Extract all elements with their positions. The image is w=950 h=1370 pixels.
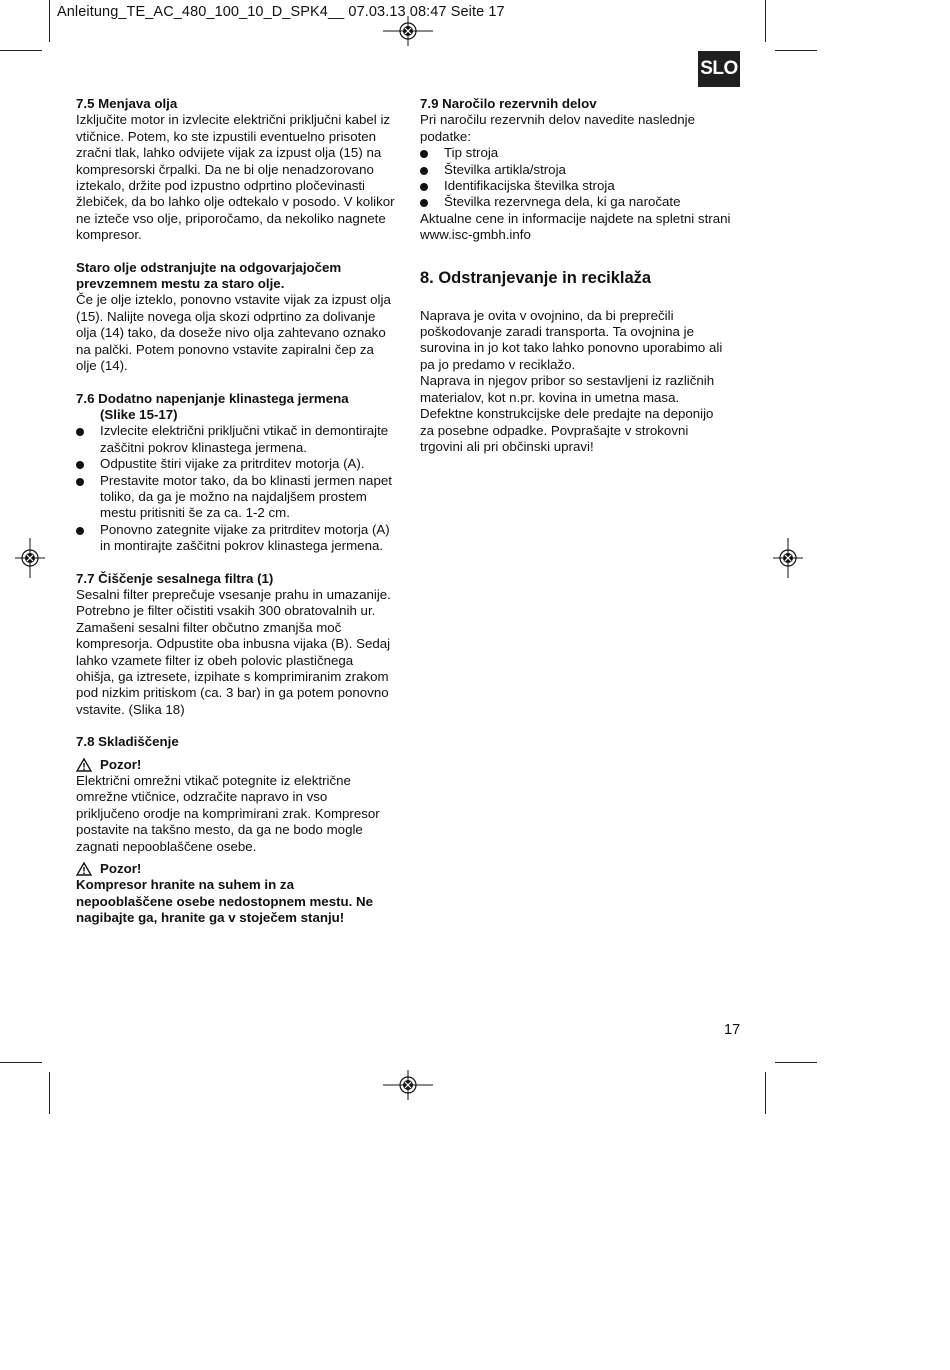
bold-note-storage xyxy=(76,877,406,926)
registration-mark-top xyxy=(383,16,433,46)
text-line: omrežne vtičnice, odzračite napravo in vso xyxy=(76,789,328,805)
crop-mark-bottom-right-h xyxy=(775,1062,817,1063)
language-badge: SLO xyxy=(698,51,740,87)
section-title-7-7: 7.7 Čiščenje sesalnega filtra (1) xyxy=(76,570,274,586)
text-line: postavite na takšno mesto, da ga ne bodo mogle xyxy=(76,822,363,838)
list-item xyxy=(76,522,406,555)
warning-label xyxy=(76,861,406,877)
text-line: 7.6 Dodatno napenjanje klinastega jermena xyxy=(76,390,349,406)
text-line: Prestavite motor tako, da bo klinasti jermen napet xyxy=(100,472,392,488)
warning-text: Pozor! xyxy=(100,861,142,877)
bold-note-old-oil xyxy=(76,260,406,293)
right-column xyxy=(420,96,750,455)
crop-mark-top-right-h xyxy=(775,50,817,51)
text-line: Tip stroja xyxy=(444,145,499,161)
text-line: Številka rezervnega dela, ki ga naročate xyxy=(444,194,681,210)
text-line: olja (14) tako, da doseže nivo olja zahtevano oznako xyxy=(76,325,386,341)
text-line: www.isc-gmbh.info xyxy=(420,227,531,243)
text-line: trgovini ali pri občinski upravi! xyxy=(420,438,594,454)
crop-mark-bottom-right-v xyxy=(765,1072,766,1114)
list-item xyxy=(420,178,750,194)
text-line: Sesalni filter preprečuje vsesanje prahu in umazanije. xyxy=(76,586,391,602)
registration-mark-right xyxy=(773,538,803,578)
warning-triangle-icon xyxy=(76,862,92,876)
list-item xyxy=(420,194,750,210)
registration-mark-bottom xyxy=(383,1070,433,1100)
text-line: Če je olje izteklo, ponovno vstavite vijak za izpust olja xyxy=(76,292,391,308)
text-line: kompresorski črpalki. Da ne bi olje nenadzorovano xyxy=(76,161,374,177)
registration-mark-left xyxy=(15,538,45,578)
warning-label xyxy=(76,757,406,773)
text-line: zagnati nepooblaščene osebe. xyxy=(76,838,257,854)
bullet-icon xyxy=(420,167,428,175)
text-line: Odpustite štiri vijake za pritrditev motorja (A). xyxy=(100,456,365,472)
text-line: vstavite. (Slika 18) xyxy=(76,701,185,717)
text-line: toliko, da ga je možno na najdaljšem prostem xyxy=(100,488,367,504)
text-line: nagibajte ga, hranite ga v stoječem stanju! xyxy=(76,910,345,926)
warning-triangle-icon xyxy=(76,758,92,772)
text-line: in montirajte zaščitni pokrov klinastega jermena. xyxy=(100,538,384,554)
text-line: nepooblaščene osebe nedostopnem mestu. Ne xyxy=(76,893,374,909)
text-line: Pri naročilu rezervnih delov navedite naslednje xyxy=(420,112,695,128)
text-line: Električni omrežni vtikač potegnite iz električne xyxy=(76,773,351,789)
text-line: Naprava in njegov pribor so sestavljeni iz različnih xyxy=(420,373,715,389)
text-line: pa jo predamo v reciklažo. xyxy=(420,356,576,372)
text-line: ohišja, ga iztresete, izpihate s komprimiranim zrakom xyxy=(76,669,389,684)
section-title-7-6 xyxy=(76,391,406,424)
list-item xyxy=(76,456,406,472)
crop-mark-top-left-h xyxy=(0,50,42,51)
bullet-list-7-6 xyxy=(76,423,406,554)
text-line: zaščitni pokrov klinastega jermena. xyxy=(100,439,307,455)
text-line: surovina in jo kot tako lahko ponovno uporabimo ali xyxy=(420,340,723,356)
section-title-7-8: 7.8 Skladiščenje xyxy=(76,734,179,750)
list-item xyxy=(420,162,750,178)
section-title-7-5: 7.5 Menjava olja xyxy=(76,96,178,111)
bullet-icon xyxy=(76,428,84,436)
section-title-8: 8. Odstranjevanje in reciklaža xyxy=(420,268,652,287)
bullet-icon xyxy=(76,527,84,535)
text-line: (Slike 15-17) xyxy=(100,406,178,422)
print-header-line: Anleitung_TE_AC_480_100_10_D_SPK4__ 07.03.13 08:47 Seite 17 xyxy=(57,4,505,20)
section-title-7-9: 7.9 Naročilo rezervnih delov xyxy=(420,96,597,111)
text-line: iztekalo, držite pod izpustno odprtino pločevinasti xyxy=(76,178,366,194)
crop-mark-top-right-v xyxy=(765,0,766,42)
text-line: na palčki. Potem ponovno vstavite zapiralni čep za xyxy=(76,341,374,357)
text-line: kompresorja. Odpustite oba inbusna vijaka (B). Sedaj xyxy=(76,636,391,652)
text-line: priključeno orodje na komprimirani zrak. Kompresor xyxy=(76,805,380,821)
left-column xyxy=(76,96,406,927)
text-line: zračni tlak, lahko odvijete vijak za izpust olja (15) na xyxy=(76,145,382,161)
bullet-icon xyxy=(420,199,428,207)
bullet-icon xyxy=(420,183,428,191)
bullet-list-7-9 xyxy=(420,145,750,211)
text-line: Izključite motor in izvlecite električni priključni kabel iz xyxy=(76,112,391,128)
bullet-icon xyxy=(76,478,84,486)
text-line: poškodovanje zaradi transporta. Ta ovojnina je xyxy=(420,324,694,340)
paragraph-7-8-a xyxy=(76,773,406,855)
text-line: Identifikacijska številka stroja xyxy=(444,178,615,194)
text-line: Naprava je ovita v ovojnino, da bi preprečili xyxy=(420,307,674,323)
text-line: Defektne konstrukcijske dele predajte na deponijo xyxy=(420,406,714,422)
text-line: Številka artikla/stroja xyxy=(444,161,566,177)
paragraph-8-a xyxy=(420,308,750,374)
paragraph-7-9-outro xyxy=(420,211,750,244)
list-item xyxy=(420,145,750,161)
text-line: vtičnice. Potem, ko ste izpustili eventuelno prisoten xyxy=(76,128,377,144)
paragraph-8-b xyxy=(420,373,750,455)
text-line: pod nizkim pritiskom (ca. 3 bar) in ga potem ponovno xyxy=(76,685,389,701)
text-line: Zamašeni sesalni filter občutno zmanjša moč xyxy=(76,619,342,635)
list-item xyxy=(76,473,406,522)
crop-mark-top-left-v xyxy=(49,0,50,42)
text-line: Kompresor hranite na suhem in za xyxy=(76,877,294,893)
list-item xyxy=(76,423,406,456)
text-line: ne izteče vso olje, priporočamo, da nekoliko nagnete xyxy=(76,210,386,226)
warning-text: Pozor! xyxy=(100,756,142,772)
text-line: Potrebno je filter očistiti vsakih 300 obratovalnih ur. xyxy=(76,603,376,619)
paragraph-7-5-b xyxy=(76,292,406,374)
text-line: (15). Nalijte novega olja skozi odprtino za dolivanje xyxy=(76,308,376,324)
paragraph-7-7 xyxy=(76,587,406,718)
text-line: Izvlecite električni priključni vtikač in demontirajte xyxy=(100,423,389,439)
paragraph-7-9-intro xyxy=(420,112,750,145)
text-line: žlebiček, da bo lahko olje odtekalo v posodo. V kolikor xyxy=(76,194,395,210)
page-number: 17 xyxy=(724,1022,741,1038)
text-line: kompresor. xyxy=(76,227,142,243)
bullet-icon xyxy=(420,150,428,158)
text-line: materialov, kot n.pr. kovina in umetna masa. xyxy=(420,389,680,405)
text-line: Staro olje odstranjujte na odgovarjajočem xyxy=(76,259,342,275)
text-line: lahko vzamete filter iz obeh polovic plastičnega xyxy=(76,652,354,668)
crop-mark-bottom-left-v xyxy=(49,1072,50,1114)
text-line: prevzemnem mestu za staro olje. xyxy=(76,276,285,292)
bullet-icon xyxy=(76,461,84,469)
paragraph-7-5-a xyxy=(76,112,406,243)
text-line: olje (14). xyxy=(76,358,128,374)
text-line: za posebne odpadke. Povprašajte v strokovni xyxy=(420,422,689,438)
text-line: mestu pritisniti še za ca. 1-2 cm. xyxy=(100,505,290,521)
text-line: Aktualne cene in informacije najdete na spletni strani xyxy=(420,210,731,226)
text-line: Ponovno zategnite vijake za pritrditev motorja (A) xyxy=(100,521,390,537)
text-line: podatke: xyxy=(420,128,472,144)
crop-mark-bottom-left-h xyxy=(0,1062,42,1063)
